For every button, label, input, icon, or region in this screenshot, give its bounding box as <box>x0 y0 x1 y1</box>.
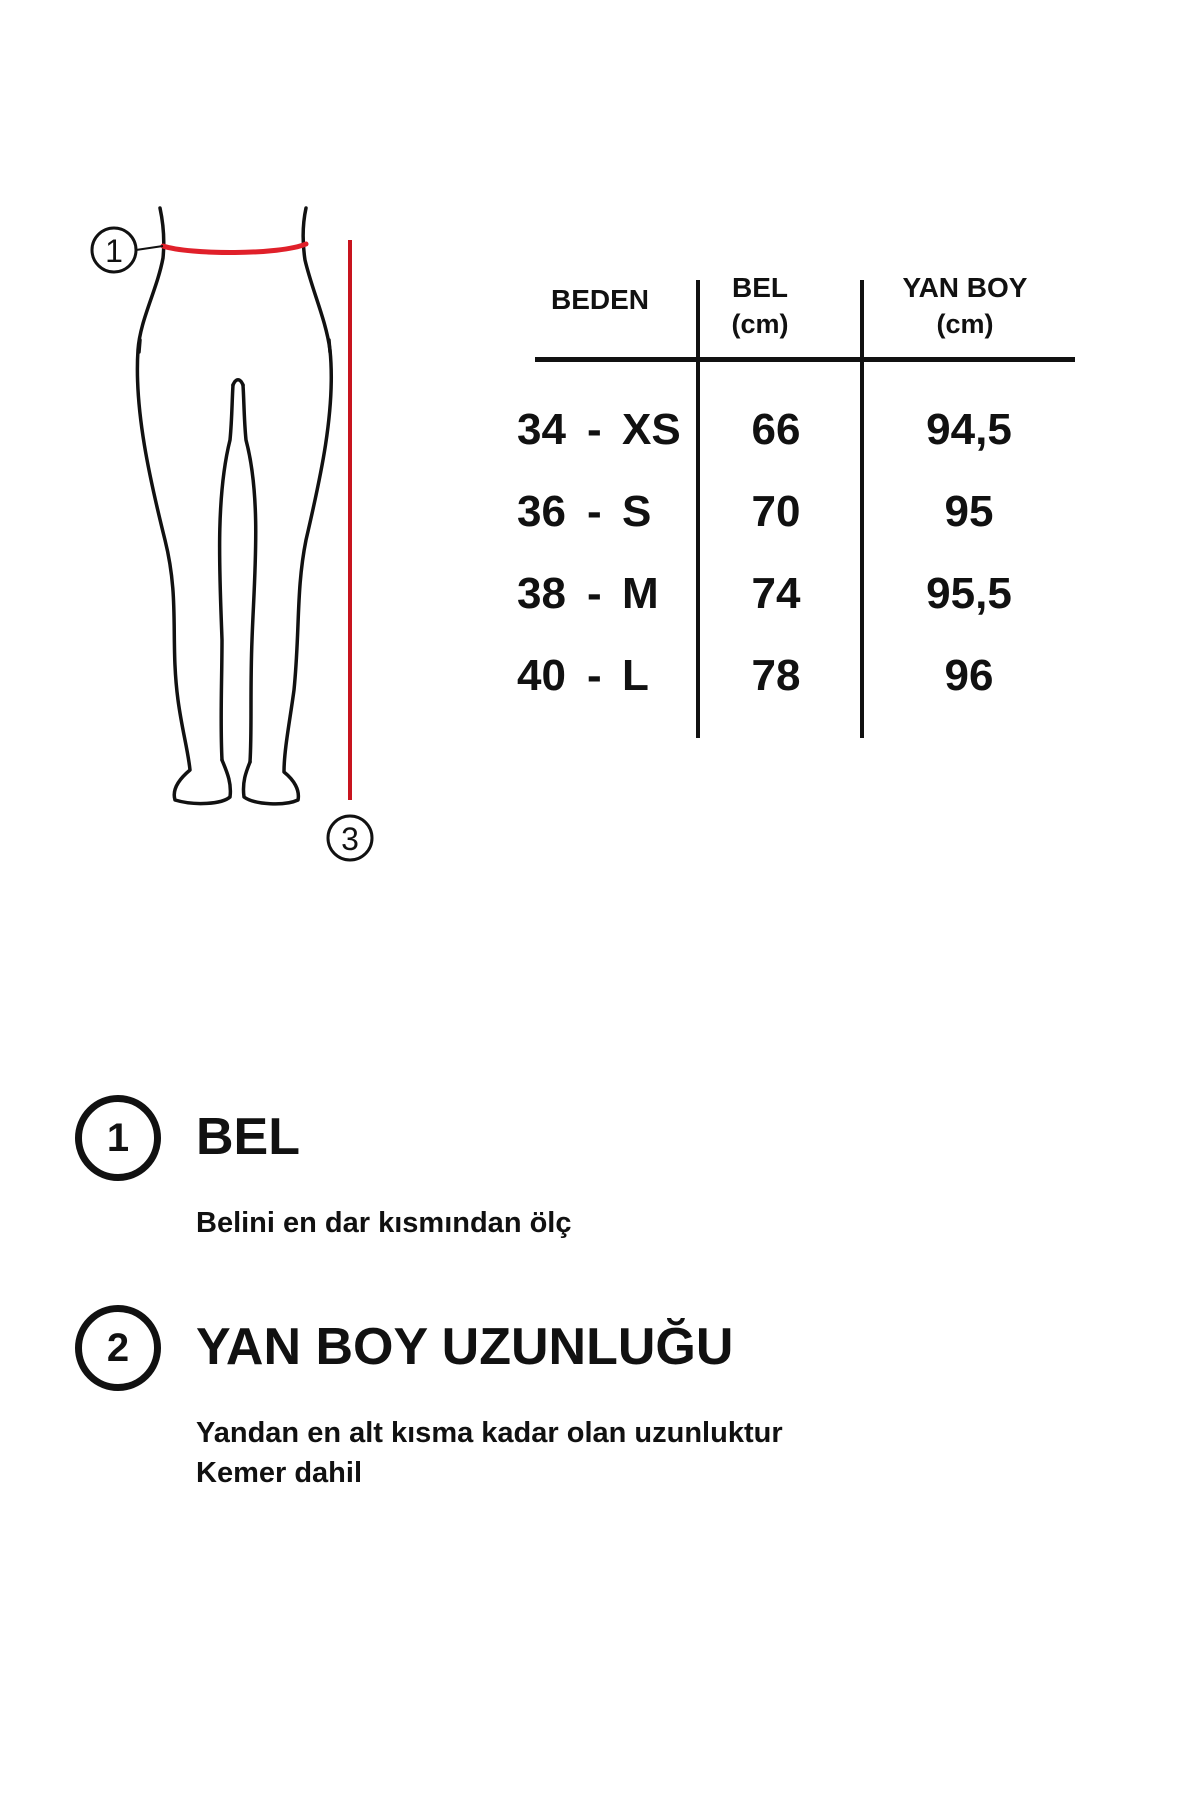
size-letter: M <box>622 569 659 618</box>
table-row <box>505 482 1075 542</box>
legend-description <box>196 1203 572 1243</box>
legend-description <box>196 1413 783 1493</box>
legend-title: YAN BOY UZUNLUĞU <box>196 1318 734 1376</box>
header-bel-label: BEL <box>732 272 788 303</box>
header-yan-boy-unit: (cm) <box>936 309 994 339</box>
size-dash: - <box>587 405 602 454</box>
pants-outline-icon <box>137 208 331 804</box>
header-bel <box>695 270 825 342</box>
yan-boy-value: 95,5 <box>926 569 1012 618</box>
size-letter: L <box>622 651 649 700</box>
marker-3-label: 3 <box>341 821 359 857</box>
size-letter: S <box>622 487 652 536</box>
header-bel-unit: (cm) <box>731 309 789 339</box>
legend-number-badge: 1 <box>75 1095 161 1181</box>
size-dash: - <box>587 569 602 618</box>
table-row <box>505 400 1075 460</box>
table-row <box>505 564 1075 624</box>
bel-value: 74 <box>751 569 801 618</box>
legend-title: BEL <box>196 1108 300 1166</box>
marker-1-badge <box>92 228 136 272</box>
yan-boy-value: 94,5 <box>926 405 1012 454</box>
size-number: 38 <box>517 569 566 618</box>
legend-description-line: Kemer dahil <box>196 1457 362 1489</box>
header-yan-boy <box>855 270 1075 342</box>
size-dash: - <box>587 651 602 700</box>
size-number: 34 <box>517 405 566 454</box>
bel-value: 70 <box>751 487 801 536</box>
table-row <box>505 646 1075 706</box>
header-yan-boy-label: YAN BOY <box>902 272 1028 303</box>
bel-value: 78 <box>751 651 801 700</box>
size-chart-table <box>505 270 1075 735</box>
header-divider <box>535 357 1075 362</box>
marker-1-label: 1 <box>105 233 123 269</box>
size-letter: XS <box>622 405 681 454</box>
size-number: 40 <box>517 651 566 700</box>
bel-value: 66 <box>751 405 801 454</box>
legend-number-badge: 2 <box>75 1305 161 1391</box>
yan-boy-value: 95 <box>944 487 994 536</box>
size-dash: - <box>587 487 602 536</box>
legend-description-line: Yandan en alt kısma kadar olan uzunluktur <box>196 1417 783 1449</box>
marker-3-badge <box>328 816 372 860</box>
size-number: 36 <box>517 487 566 536</box>
pants-measurement-diagram <box>0 0 420 900</box>
waist-measure-line <box>163 244 306 253</box>
header-beden: BEDEN <box>550 284 649 315</box>
legend-description-line: Belini en dar kısmından ölç <box>196 1207 572 1239</box>
yan-boy-value: 96 <box>944 651 994 700</box>
